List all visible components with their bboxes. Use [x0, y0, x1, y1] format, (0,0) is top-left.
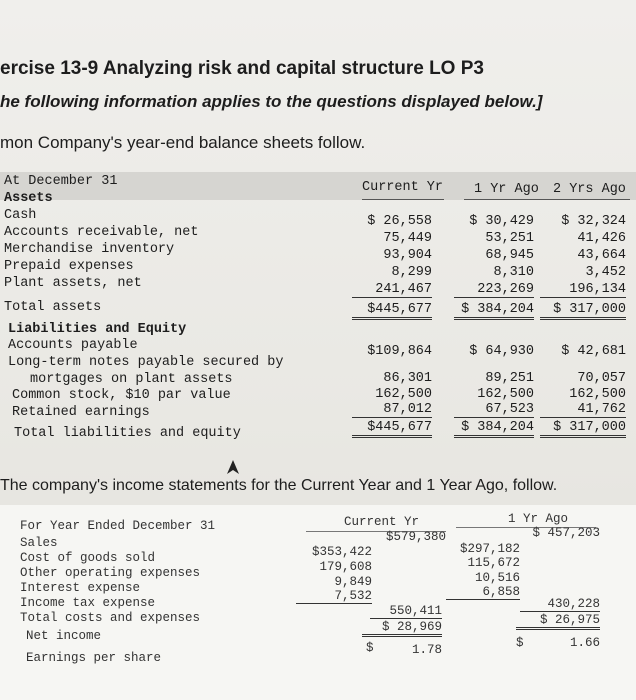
bs-row-1yr: 223,269 — [454, 282, 534, 298]
bs-row-1yr: 8,310 — [493, 265, 534, 280]
bs-row-current: 8,299 — [391, 265, 432, 280]
bs-row-1yr: $ 30,429 — [469, 214, 534, 229]
bs-row-1yr: 68,945 — [485, 248, 534, 263]
is-net-income-current: $ 28,969 — [362, 620, 442, 637]
bs-total-assets-1yr: $ 384,204 — [454, 302, 534, 320]
bs-retained-earnings-1yr: 67,523 — [454, 402, 534, 418]
income-statement-intro: The company's income statements for the Current Year and 1 Year Ago, follow. — [0, 477, 558, 494]
bs-total-le-label: Total liabilities and equity — [14, 426, 241, 441]
bs-row-2yr: 196,134 — [540, 282, 626, 298]
is-interest-1yr: 10,516 — [474, 571, 520, 585]
bs-total-le-current: $445,677 — [352, 420, 432, 438]
bs-lt-notes-label: Long-term notes payable secured by — [8, 355, 284, 370]
balance-sheet-intro: mon Company's year-end balance sheets follow. — [0, 133, 366, 152]
is-eps-1yr: 1.66 — [569, 636, 600, 650]
bs-total-assets-current: $445,677 — [352, 302, 432, 320]
bs-row-label: Merchandise inventory — [4, 242, 175, 257]
is-opex-current: 179,608 — [319, 560, 372, 574]
bs-row-2yr: 43,664 — [577, 248, 626, 263]
bs-common-stock-1yr: 162,500 — [477, 387, 534, 402]
is-total-costs-label: Total costs and expenses — [20, 611, 201, 625]
bs-col-2yr: 2 Yrs Ago — [553, 182, 626, 197]
is-opex-label: Other operating expenses — [20, 566, 201, 580]
is-col-label: For Year Ended December 31 — [20, 519, 216, 533]
bs-row-current: 75,449 — [383, 231, 432, 246]
bs-liabilities-heading: Liabilities and Equity — [8, 322, 187, 337]
bs-row-label: Prepaid expenses — [4, 259, 134, 274]
bs-row-1yr: 53,251 — [485, 231, 534, 246]
is-opex-1yr: 115,672 — [467, 556, 520, 570]
bs-common-stock-label: Common stock, $10 par value — [12, 388, 231, 403]
is-cogs-label: Cost of goods sold — [20, 551, 156, 565]
is-interest-label: Interest expense — [20, 581, 141, 595]
bs-col-label: At December 31 — [4, 174, 118, 189]
bs-lt-notes-2yr: 70,057 — [577, 371, 626, 386]
bs-lt-notes-label-line2: mortgages on plant assets — [30, 372, 233, 387]
is-net-income-1yr: $ 26,975 — [516, 613, 600, 630]
bs-row-current: 241,467 — [352, 282, 432, 298]
bs-lt-notes-1yr: 89,251 — [485, 371, 534, 386]
is-col-1yr: 1 Yr Ago — [508, 512, 569, 526]
bs-total-le-2yr: $ 317,000 — [540, 420, 626, 438]
is-tax-current: 7,532 — [296, 589, 372, 604]
bs-col-current: Current Yr — [362, 180, 444, 195]
bs-accounts-payable-label: Accounts payable — [8, 338, 138, 353]
exercise-subtitle: he following information applies to the questions displayed below.] — [0, 92, 543, 111]
bs-col-prior-rule — [464, 199, 630, 200]
is-net-income-label: Net income — [26, 629, 102, 643]
bs-accounts-payable-2yr: $ 42,681 — [561, 344, 626, 359]
bs-common-stock-current: 162,500 — [375, 387, 432, 402]
is-eps-current: 1.78 — [411, 643, 442, 657]
bs-total-le-1yr: $ 384,204 — [454, 420, 534, 438]
bs-accounts-payable-1yr: $ 64,930 — [469, 344, 534, 359]
bs-row-2yr: $ 32,324 — [561, 214, 626, 229]
bs-row-current: $ 26,558 — [367, 214, 432, 229]
bs-row-label: Accounts receivable, net — [4, 225, 199, 240]
is-eps-label: Earnings per share — [26, 651, 162, 665]
is-eps-current-sign: $ — [366, 641, 374, 655]
bs-total-assets-2yr: $ 317,000 — [540, 302, 626, 320]
bs-common-stock-2yr: 162,500 — [569, 387, 626, 402]
is-sales-label: Sales — [20, 536, 58, 550]
is-tax-1yr: 6,858 — [446, 585, 520, 600]
is-sales-1yr: $ 457,203 — [532, 526, 600, 540]
income-statement-table — [0, 505, 636, 700]
bs-row-2yr: 41,426 — [577, 231, 626, 246]
bs-row-current: 93,904 — [383, 248, 432, 263]
is-interest-current: 9,849 — [334, 575, 372, 589]
is-cogs-current: $353,422 — [311, 545, 372, 559]
is-col-current: Current Yr — [344, 515, 420, 529]
bs-accounts-payable-current: $109,864 — [367, 344, 432, 359]
bs-row-2yr: 3,452 — [585, 265, 626, 280]
bs-retained-earnings-label: Retained earnings — [12, 405, 150, 420]
is-eps-1yr-sign: $ — [516, 636, 524, 650]
bs-row-label: Plant assets, net — [4, 276, 142, 291]
bs-lt-notes-current: 86,301 — [383, 371, 432, 386]
balance-sheet-table — [0, 172, 636, 442]
is-tax-label: Income tax expense — [20, 596, 156, 610]
exercise-title: ercise 13-9 Analyzing risk and capital structure LO P3 — [0, 58, 484, 79]
bs-col-1yr: 1 Yr Ago — [474, 182, 539, 197]
bs-row-label: Cash — [4, 208, 37, 223]
bs-assets-heading: Assets — [4, 191, 53, 206]
bs-total-assets-label: Total assets — [4, 300, 102, 315]
mouse-cursor-icon — [226, 459, 240, 475]
is-total-costs-current: 550,411 — [370, 604, 442, 619]
is-cogs-1yr: $297,182 — [459, 542, 520, 556]
bs-retained-earnings-2yr: 41,762 — [540, 402, 626, 418]
is-sales-current: $579,380 — [385, 530, 446, 544]
bs-retained-earnings-current: 87,012 — [352, 402, 432, 418]
is-total-costs-1yr: 430,228 — [520, 597, 600, 612]
bs-col-current-rule — [362, 199, 444, 200]
